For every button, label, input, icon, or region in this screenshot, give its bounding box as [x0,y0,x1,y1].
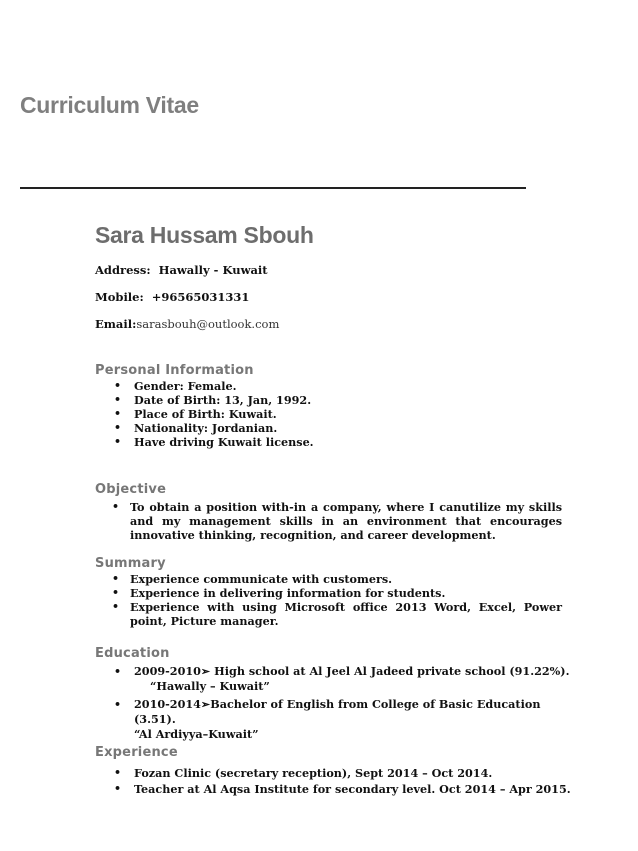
personal-info-list [114,379,554,449]
bullet-icon: • [112,500,120,513]
bullet-icon: • [114,698,122,711]
education-location: “Al Ardiyya–Kuwait” [134,727,259,741]
education-entry: 2010-2014➢Bachelor of English from College of Basic Education (3.51). [134,697,541,726]
experience-list [114,765,574,797]
experience-heading: Experience [95,745,178,760]
objective-list [112,500,562,542]
education-list [114,664,574,742]
list-item: • Nationality: Jordanian. [114,421,278,435]
bullet-icon: • [112,572,120,585]
bullet-icon: • [114,782,122,795]
list-item: • Teacher at Al Aqsa Institute for secondary level. Oct 2014 – Apr 2015. [114,782,571,796]
document-title: Curriculum Vitae [20,92,199,118]
summary-heading: Summary [95,556,166,571]
mobile-line [95,290,249,304]
list-item: • Experience communicate with customers. [112,572,393,586]
bullet-icon: • [114,407,122,420]
list-item: • To obtain a position with-in a company, where I canutilize my skills and my management skills in an environment that encourages innovative thinking, recognition, and career development. [112,500,562,542]
list-item: • Gender: Female. [114,379,237,393]
email-label: Email: [95,317,137,331]
address-line [95,263,268,277]
mobile-value: +96565031331 [151,290,250,304]
list-item [114,697,574,742]
bullet-icon: • [114,766,122,779]
bullet-icon: • [114,435,122,448]
list-item: • Experience with using Microsoft office 2013 Word, Excel, Power point, Picture manager. [112,600,562,628]
bullet-icon: • [114,379,122,392]
bullet-icon: • [114,665,122,678]
list-item: • Place of Birth: Kuwait. [114,407,277,421]
email-value[interactable]: sarasbouh@outlook.com [136,317,280,331]
objective-heading: Objective [95,482,167,497]
list-item: • Experience in delivering information for students. [112,586,446,600]
personal-info-heading: Personal Information [95,363,254,378]
bullet-icon: • [114,393,122,406]
education-heading: Education [95,646,170,661]
list-item [114,664,574,694]
email-line [95,317,279,331]
education-entry: 2009-2010➢ High school at Al Jeel Al Jadeed private school (91.22%). [134,664,570,678]
list-item: • Fozan Clinic (secretary reception), Sept 2014 – Oct 2014. [114,766,493,780]
address-label: Address: [95,263,151,277]
title-divider [20,187,526,189]
list-item: • Have driving Kuwait license. [114,435,314,449]
bullet-icon: • [112,600,120,613]
education-location: “Hawally – Kuwait” [150,679,270,693]
mobile-label: Mobile: [95,290,144,304]
list-item: • Date of Birth: 13, Jan, 1992. [114,393,312,407]
address-value: Hawally - Kuwait [158,263,268,277]
bullet-icon: • [112,586,120,599]
bullet-icon: • [114,421,122,434]
candidate-name: Sara Hussam Sbouh [95,222,314,248]
summary-list [112,572,562,628]
